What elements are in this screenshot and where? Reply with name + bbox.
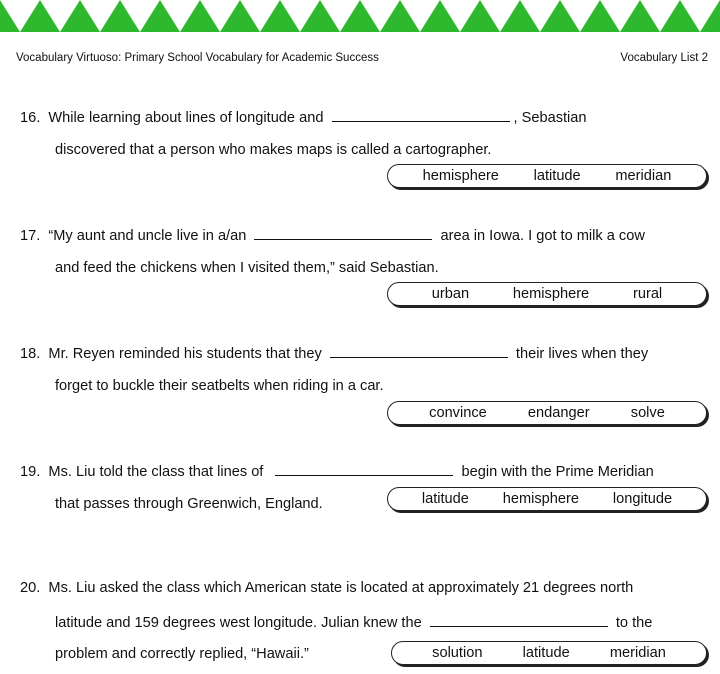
question-text: Ms. Liu told the class that lines of (48, 464, 264, 480)
question-text: their lives when they (515, 346, 649, 362)
question-20-line-3: problem and correctly replied, “Hawaii.” (55, 646, 309, 662)
question-text: area in Iowa. I got to milk a cow (440, 228, 645, 244)
question-text: “My aunt and uncle live in a/an (48, 228, 247, 244)
question-16-line-2: discovered that a person who makes maps is called a cartographer. (55, 142, 492, 158)
word-choice[interactable]: latitude (522, 645, 570, 661)
triangle-border (0, 0, 720, 32)
question-number: 18. (20, 346, 41, 362)
word-choice[interactable]: latitude (533, 168, 581, 184)
question-20-line-2 (55, 612, 652, 632)
word-choice[interactable]: endanger (527, 405, 590, 421)
question-19-line-2: that passes through Greenwich, England. (55, 496, 323, 512)
page-header (16, 52, 708, 64)
word-choice[interactable]: hemisphere (512, 286, 590, 302)
word-bank-17 (387, 282, 707, 306)
answer-blank[interactable] (254, 225, 432, 240)
question-number: 16. (20, 110, 41, 126)
question-17-line-1 (20, 225, 645, 245)
word-choice[interactable]: rural (632, 286, 663, 302)
question-20-line-1 (20, 579, 633, 597)
worksheet-title: Vocabulary Virtuoso: Primary School Vocabulary for Academic Success (16, 52, 379, 64)
word-choice[interactable]: hemisphere (502, 491, 580, 507)
question-text: to the (615, 615, 653, 631)
question-text: Mr. Reyen reminded his students that they (48, 346, 322, 362)
question-18-line-1 (20, 343, 648, 363)
answer-blank[interactable] (332, 107, 510, 122)
word-choice[interactable]: solution (432, 645, 483, 661)
question-text: While learning about lines of longitude and (48, 110, 324, 126)
word-bank-20 (391, 641, 707, 665)
question-text: latitude and 159 degrees west longitude. Julian knew the (55, 615, 422, 631)
word-bank-19 (387, 487, 707, 511)
word-choice[interactable]: solve (630, 405, 665, 421)
answer-blank[interactable] (430, 612, 608, 627)
answer-blank[interactable] (330, 343, 508, 358)
question-number: 19. (20, 464, 41, 480)
word-choice[interactable]: hemisphere (422, 168, 499, 184)
word-choice[interactable]: meridian (615, 168, 672, 184)
answer-blank[interactable] (275, 461, 453, 476)
question-text: Ms. Liu asked the class which American state is located at approximately 21 degrees north (48, 580, 634, 596)
word-bank-18 (387, 401, 707, 425)
question-19-line-1 (20, 461, 654, 481)
question-16-line-1 (20, 107, 587, 127)
question-18-line-2: forget to buckle their seatbelts when riding in a car. (55, 378, 384, 394)
word-choice[interactable]: convince (429, 405, 487, 421)
word-choice[interactable]: meridian (609, 645, 666, 661)
word-choice[interactable]: longitude (612, 491, 673, 507)
word-bank-16 (387, 164, 707, 188)
question-text: begin with the Prime Meridian (461, 464, 654, 480)
question-17-line-2: and feed the chickens when I visited them,” said Sebastian. (55, 260, 439, 276)
question-text: , Sebastian (513, 110, 587, 126)
question-number: 17. (20, 228, 41, 244)
word-choice[interactable]: latitude (421, 491, 469, 507)
word-choice[interactable]: urban (431, 286, 470, 302)
list-label: Vocabulary List 2 (620, 52, 708, 64)
question-number: 20. (20, 580, 41, 596)
